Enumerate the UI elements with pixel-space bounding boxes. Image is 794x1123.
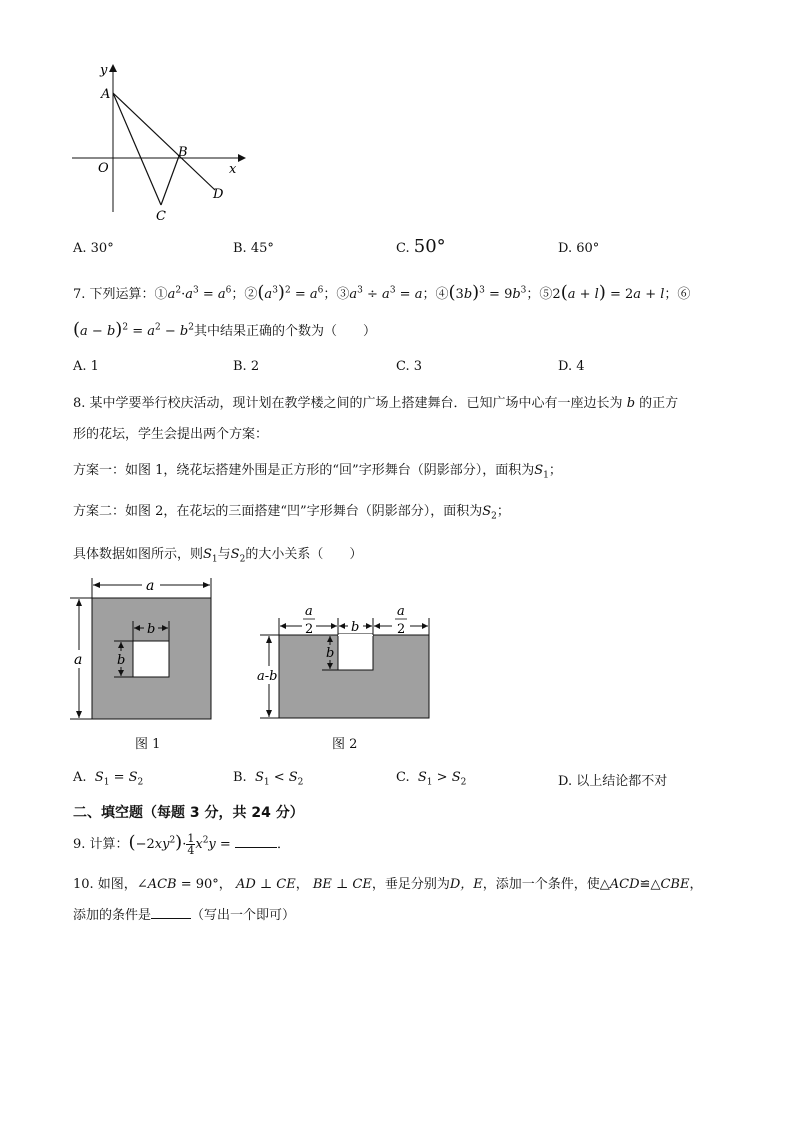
fig2-a-right: a	[397, 604, 405, 619]
q6-option-c[interactable]	[396, 236, 446, 257]
q8-figure2	[250, 598, 440, 726]
q10-answer-blank[interactable]	[151, 906, 191, 919]
q8-fig1-caption: 图 1	[135, 737, 161, 752]
q8-option-b-label: B.	[233, 770, 247, 785]
q8-ask-pre: 具体数据如图所示，则	[73, 547, 204, 562]
q8-fig2-caption: 图 2	[332, 737, 358, 752]
q10-feet: D，E	[449, 877, 483, 892]
x-axis-arrow	[238, 154, 246, 162]
q10-line1: 10. 如图，∠ACB = 90°， AD ⊥ CE， BE ⊥ CE，垂足分别为D，E，添加一个条件，使△ACD≌△CBE，	[73, 877, 703, 892]
q7-option-c[interactable]: C. 3	[396, 359, 423, 374]
q8-plan2: 方案二：如图 2，在花坛的三面搭建“凹”字形舞台（阴影部分），面积为$S_2$；	[73, 504, 510, 522]
q8-figure1	[62, 574, 222, 726]
q10-line2	[73, 904, 295, 923]
q8-option-a[interactable]: A. $S_1 = S_2$	[73, 770, 144, 788]
q10-line2-suffix: （写出一个即可）	[191, 908, 296, 923]
inner-square	[133, 641, 169, 677]
label-y: y	[100, 63, 108, 78]
q9-fraction: $\frac{1}{4}$	[187, 832, 195, 857]
q10-prefix: 10. 如图，	[73, 877, 137, 892]
q8-line1-text: 8. 某中学要举行校庆活动，现计划在教学楼之间的广场上搭建舞台．已知广场中心有一座边长为	[73, 396, 623, 411]
q8-line1	[73, 392, 678, 411]
segment-AC	[113, 93, 161, 205]
label-C: C	[156, 209, 166, 224]
fig2-two-right: 2	[397, 622, 406, 637]
q8-option-d[interactable]: D. 以上结论都不对	[558, 774, 668, 789]
q7-stem-line2	[73, 319, 376, 340]
fig2-two-left: 2	[305, 622, 314, 637]
fig2-b-top: b	[351, 620, 360, 635]
q7-expression-6: $(a - b)^2 = a^2 - b^2$	[73, 319, 194, 340]
segment-AD	[113, 93, 215, 190]
fig2-b-left: b	[326, 646, 335, 661]
fig1-a-left: a	[74, 652, 83, 668]
label-x: x	[229, 162, 237, 177]
label-A: A	[101, 87, 111, 102]
q6-option-d[interactable]: D. 60°	[558, 241, 600, 256]
segment-CB	[161, 156, 179, 205]
fig2-a-minus-b: a-b	[257, 669, 278, 684]
q6-option-c-value: 50°	[413, 236, 446, 257]
label-D: D	[213, 187, 224, 202]
q8-line1-var: b	[626, 396, 636, 411]
q7-option-d[interactable]: D. 4	[558, 359, 585, 374]
fig1-b-left: b	[117, 653, 126, 668]
q6-option-a[interactable]: A. 30°	[73, 241, 114, 256]
q9: 9. 计算：$(-2xy^2)\cdot$ $\frac{1}{4}$ $x^2y$ = ．	[73, 832, 290, 857]
label-B: B	[178, 145, 188, 160]
q9-prefix: 9. 计算：	[73, 837, 129, 852]
q7-option-b[interactable]: B. 2	[233, 359, 260, 374]
q10-line2-prefix: 添加的条件是	[73, 908, 152, 923]
fig1-b-top: b	[147, 622, 156, 637]
label-O: O	[98, 161, 109, 176]
q7-stem: 7. 下列运算：	[73, 287, 155, 302]
q10-mid: ，垂足分别为	[371, 877, 450, 892]
q8-plan2-text: 方案二：如图 2，在花坛的三面搭建“凹”字形舞台（阴影部分），面积为	[73, 504, 483, 519]
q8-option-c[interactable]: C. $S_1 > S_2$	[396, 770, 467, 788]
q7-stem-line1	[73, 282, 690, 303]
q8-plan1: 方案一：如图 1，绕花坛搭建外围是正方形的“回”字形舞台（阴影部分），面积为$S_1$；	[73, 463, 562, 481]
q8-plan1-text: 方案一：如图 1，绕花坛搭建外围是正方形的“回”字形舞台（阴影部分），面积为	[73, 463, 535, 478]
q8-ask: 具体数据如图所示，则$S_1$与$S_2$的大小关系（ ）	[73, 547, 363, 565]
fig2-a-left: a	[305, 604, 313, 619]
q8-option-c-label: C.	[396, 770, 410, 785]
q6-option-c-label: C.	[396, 241, 410, 256]
q7-option-a[interactable]: A. 1	[73, 359, 99, 374]
q10-add: ，添加一个条件，使	[482, 877, 600, 892]
q8-ask-post: 的大小关系（ ）	[245, 547, 363, 562]
q9-answer-blank[interactable]	[235, 835, 277, 848]
q7-tail: 其中结果正确的个数为（ ）	[193, 324, 376, 339]
section-2-heading: 二、填空题（每题 3 分，共 24 分）	[73, 805, 304, 821]
q8-line2: 形的花坛，学生会提出两个方案：	[73, 427, 269, 442]
q6-option-b[interactable]: B. 45°	[233, 241, 274, 256]
q8-ask-mid: 与	[217, 547, 231, 562]
q8-option-a-label: A.	[73, 770, 87, 785]
q8-line1-end: 的正方	[639, 396, 679, 411]
flowerbed-square	[338, 634, 373, 670]
y-axis-arrow	[109, 64, 117, 72]
fig1-a-top: a	[146, 578, 155, 594]
q7-expressions-line1: $①a^2\cdot a^3 = a^6$；$②(a^3)^2 = a^6$；$③a^3 \div a^3 = a$；$④(3b)^3 = 9b^3$；⑤2(a + l) = 2a + l；⑥	[154, 282, 691, 303]
q6-coordinate-figure	[66, 60, 256, 230]
q8-option-b[interactable]: B. $S_1 < S_2$	[233, 770, 304, 788]
